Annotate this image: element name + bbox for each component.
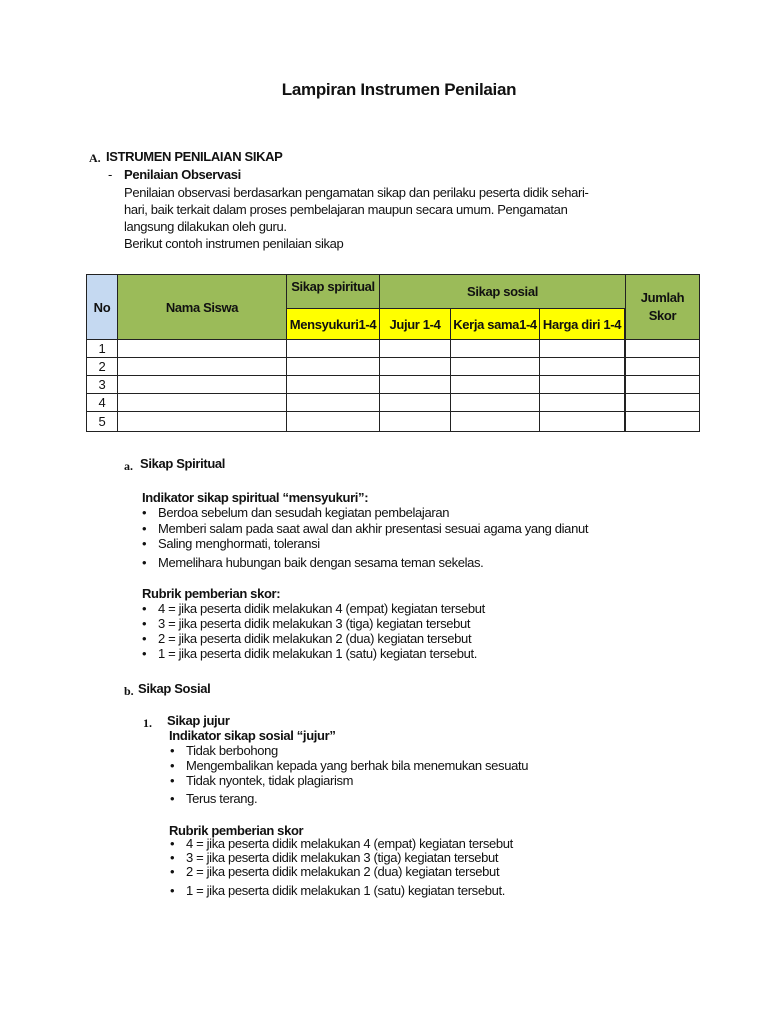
table-cell bbox=[451, 394, 540, 412]
table-cell bbox=[380, 376, 451, 394]
sosial-heading: Sikap Sosial bbox=[138, 681, 211, 696]
jujur-marker: 1. bbox=[143, 716, 152, 730]
table-cell bbox=[118, 358, 287, 376]
paragraph-line: Berikut contoh instrumen penilaian sikap bbox=[124, 236, 344, 251]
list-item: • 1 = jika peserta didik melakukan 1 (satu) kegiatan tersebut. bbox=[170, 884, 513, 898]
table-cell bbox=[380, 340, 451, 358]
table-cell bbox=[451, 340, 540, 358]
header-sikap-sosial: Sikap sosial bbox=[380, 275, 626, 309]
subheader-kerja-sama: Kerja sama1-4 bbox=[451, 309, 540, 340]
list-item: • 4 = jika peserta didik melakukan 4 (empat) kegiatan tersebut bbox=[142, 601, 485, 616]
table-row bbox=[87, 412, 700, 432]
assessment-table bbox=[86, 274, 700, 432]
table-cell bbox=[118, 376, 287, 394]
subheading-dash: - bbox=[108, 167, 112, 182]
table-cell bbox=[118, 340, 287, 358]
list-item: • 3 = jika peserta didik melakukan 3 (tiga) kegiatan tersebut bbox=[142, 616, 485, 631]
list-item: • Tidak berbohong bbox=[170, 743, 528, 758]
jujur-heading: Sikap jujur bbox=[167, 713, 230, 728]
page-title: Lampiran Instrumen Penilaian bbox=[281, 80, 517, 99]
header-sikap-spiritual: Sikap spiritual bbox=[287, 275, 380, 309]
list-item: • Terus terang. bbox=[170, 791, 528, 806]
table-cell bbox=[626, 340, 700, 358]
header-no: No bbox=[87, 275, 118, 340]
spiritual-rubric-list bbox=[142, 601, 485, 661]
table-cell bbox=[118, 394, 287, 412]
table-cell bbox=[540, 394, 625, 412]
list-item: • 1 = jika peserta didik melakukan 1 (satu) kegiatan tersebut. bbox=[142, 646, 485, 661]
table-row bbox=[87, 340, 700, 358]
row-number: 4 bbox=[87, 394, 118, 412]
section-a-marker: A. bbox=[89, 151, 101, 165]
table-row bbox=[87, 394, 700, 412]
header-skor: Skor bbox=[648, 308, 677, 323]
spiritual-marker: a. bbox=[124, 459, 133, 473]
jujur-indicator-list bbox=[170, 743, 528, 806]
section-a-heading: ISTRUMEN PENILAIAN SIKAP bbox=[106, 149, 283, 164]
list-item: • 4 = jika peserta didik melakukan 4 (empat) kegiatan tersebut bbox=[170, 837, 513, 851]
header-jumlah-skor bbox=[626, 275, 700, 340]
subheading-observasi: Penilaian Observasi bbox=[124, 167, 241, 182]
list-item: • Mengembalikan kepada yang berhak bila menemukan sesuatu bbox=[170, 758, 528, 773]
paragraph-line: Penilaian observasi berdasarkan pengamatan sikap dan perilaku peserta didik sehari- bbox=[124, 185, 589, 200]
list-item: • Memberi salam pada saat awal dan akhir presentasi sesuai agama yang dianut bbox=[142, 521, 588, 537]
row-number: 1 bbox=[87, 340, 118, 358]
spiritual-indicator-list bbox=[142, 505, 588, 570]
header-jumlah: Jumlah bbox=[640, 290, 685, 305]
table-cell bbox=[287, 394, 380, 412]
intro-paragraph bbox=[124, 184, 624, 252]
table-cell bbox=[118, 412, 287, 432]
row-number: 5 bbox=[87, 412, 118, 432]
table-cell bbox=[287, 340, 380, 358]
spiritual-rubric-title: Rubrik pemberian skor: bbox=[142, 586, 281, 601]
table-cell bbox=[380, 412, 451, 432]
list-item: • Saling menghormati, toleransi bbox=[142, 536, 588, 552]
subheader-harga-diri: Harga diri 1-4 bbox=[540, 309, 625, 340]
sosial-marker: b. bbox=[124, 684, 134, 698]
row-number: 3 bbox=[87, 376, 118, 394]
list-item: • Tidak nyontek, tidak plagiarism bbox=[170, 773, 528, 788]
list-item: • Memelihara hubungan baik dengan sesama teman sekelas. bbox=[142, 555, 588, 571]
table-cell bbox=[540, 340, 625, 358]
row-number: 2 bbox=[87, 358, 118, 376]
table-cell bbox=[626, 358, 700, 376]
subheader-jujur: Jujur 1-4 bbox=[380, 309, 451, 340]
table-cell bbox=[626, 394, 700, 412]
paragraph-line: hari, baik terkait dalam proses pembelajaran maupun secara umum. Pengamatan bbox=[124, 202, 568, 217]
table-cell bbox=[540, 358, 625, 376]
subheader-mensyukuri: Mensyukuri1-4 bbox=[287, 309, 380, 340]
table-row bbox=[87, 358, 700, 376]
table-cell bbox=[287, 376, 380, 394]
table-cell bbox=[380, 394, 451, 412]
table-cell bbox=[451, 358, 540, 376]
list-item: • 2 = jika peserta didik melakukan 2 (dua) kegiatan tersebut bbox=[142, 631, 485, 646]
table-cell bbox=[287, 358, 380, 376]
list-item: • Berdoa sebelum dan sesudah kegiatan pembelajaran bbox=[142, 505, 588, 521]
list-item: • 3 = jika peserta didik melakukan 3 (tiga) kegiatan tersebut bbox=[170, 851, 513, 865]
table-cell bbox=[626, 412, 700, 432]
table-cell bbox=[380, 358, 451, 376]
jujur-rubric-list bbox=[170, 837, 513, 898]
jujur-indicator-title: Indikator sikap sosial “jujur” bbox=[169, 728, 336, 743]
table-cell bbox=[540, 412, 625, 432]
jujur-rubric-title: Rubrik pemberian skor bbox=[169, 823, 304, 838]
table-cell bbox=[540, 376, 625, 394]
table-cell bbox=[451, 412, 540, 432]
spiritual-indicator-title: Indikator sikap spiritual “mensyukuri”: bbox=[142, 490, 369, 505]
paragraph-line: langsung dilakukan oleh guru. bbox=[124, 219, 287, 234]
table-cell bbox=[287, 412, 380, 432]
table-row bbox=[87, 376, 700, 394]
header-nama-siswa: Nama Siswa bbox=[118, 275, 287, 340]
spiritual-heading: Sikap Spiritual bbox=[140, 456, 226, 471]
list-item: • 2 = jika peserta didik melakukan 2 (dua) kegiatan tersebut bbox=[170, 865, 513, 879]
table-cell bbox=[626, 376, 700, 394]
table-cell bbox=[451, 376, 540, 394]
